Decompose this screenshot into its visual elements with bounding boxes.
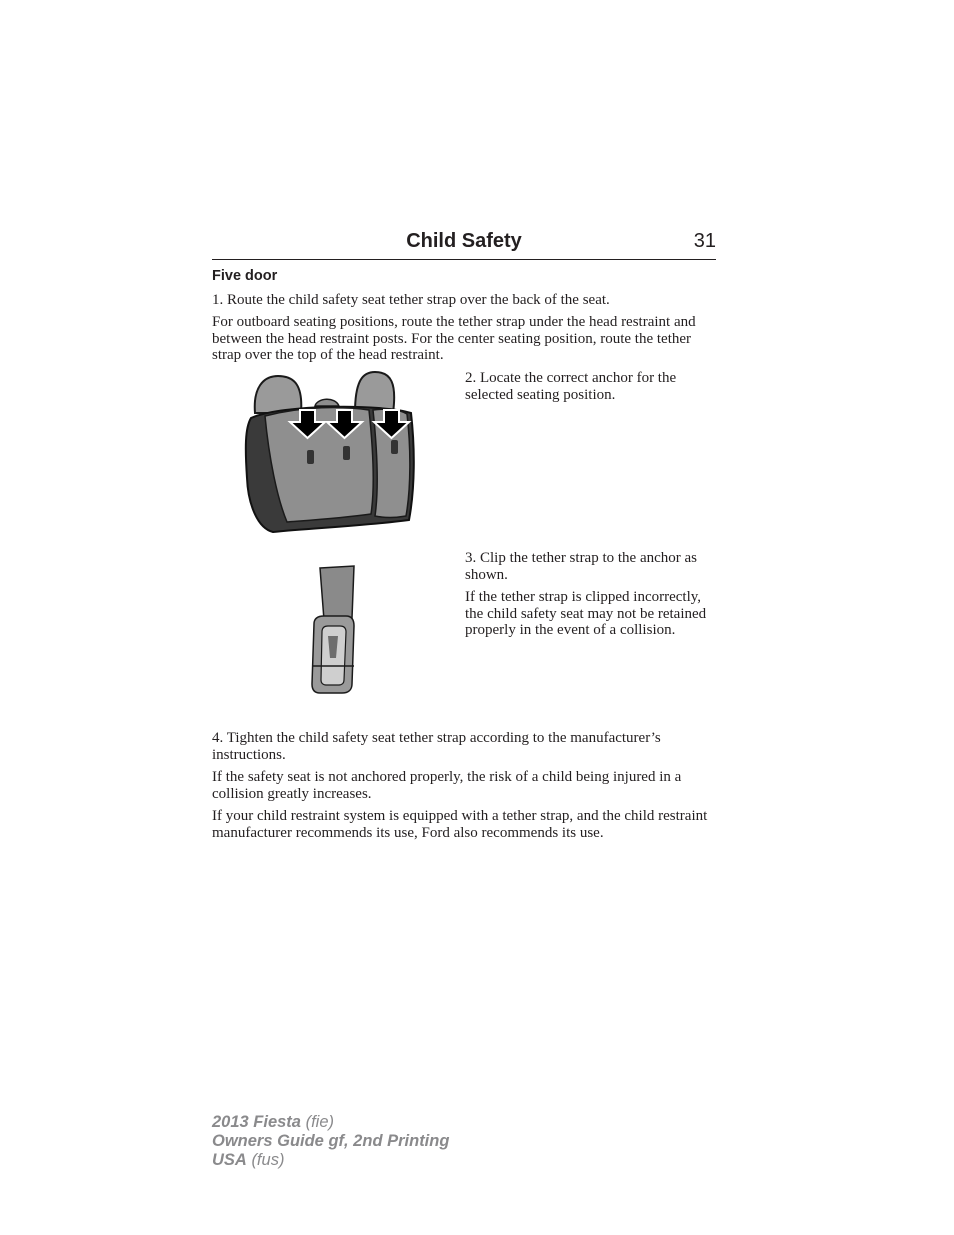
step-3-text: 3. Clip the tether strap to the anchor as shown. <box>465 550 698 583</box>
footer-model-code: (fie) <box>305 1113 334 1131</box>
clip-warning-text: If the tether strap is clipped incorrectly, the child safety seat may not be retained properly in the event of a collision. <box>465 589 707 639</box>
risk-text: If the safety seat is not anchored properly, the risk of a child being injured in a collision greatly increases. <box>212 769 682 802</box>
step-1-text: 1. Route the child safety seat tether strap over the back of the seat. <box>212 292 610 308</box>
footer-market-line <box>212 1151 449 1170</box>
seat-anchor-icon <box>243 368 418 536</box>
footer-model: 2013 Fiesta <box>212 1113 301 1131</box>
rear-seat-anchors-illustration <box>243 368 418 536</box>
outboard-instructions: For outboard seating positions, route the tether strap under the head restraint and between the head restraint posts. For the center seating position, route the tether strap over the top of the head restraint. <box>212 314 696 364</box>
page-footer <box>212 1113 449 1170</box>
footer-guide-line <box>212 1132 449 1151</box>
tether-clip-icon <box>306 562 360 696</box>
page-header <box>212 228 716 260</box>
footer-model-line <box>212 1113 449 1132</box>
footer-market-code: (fus) <box>251 1151 285 1169</box>
step-4-text: 4. Tighten the child safety seat tether strap according to the manufacturer’s instructions. <box>212 730 661 763</box>
footer-market: USA <box>212 1151 247 1169</box>
recommendation-text: If your child restraint system is equipped with a tether strap, and the child restraint manufacturer recommends its use, Ford also recommends its use. <box>212 808 708 841</box>
step-2-text: 2. Locate the correct anchor for the selected seating position. <box>465 370 677 403</box>
tether-clip-illustration <box>306 562 360 696</box>
section-title: Five door <box>212 268 278 284</box>
chapter-title: Child Safety <box>406 230 522 252</box>
footer-guide: Owners Guide gf, 2nd Printing <box>212 1132 450 1150</box>
page-number: 31 <box>693 230 716 252</box>
